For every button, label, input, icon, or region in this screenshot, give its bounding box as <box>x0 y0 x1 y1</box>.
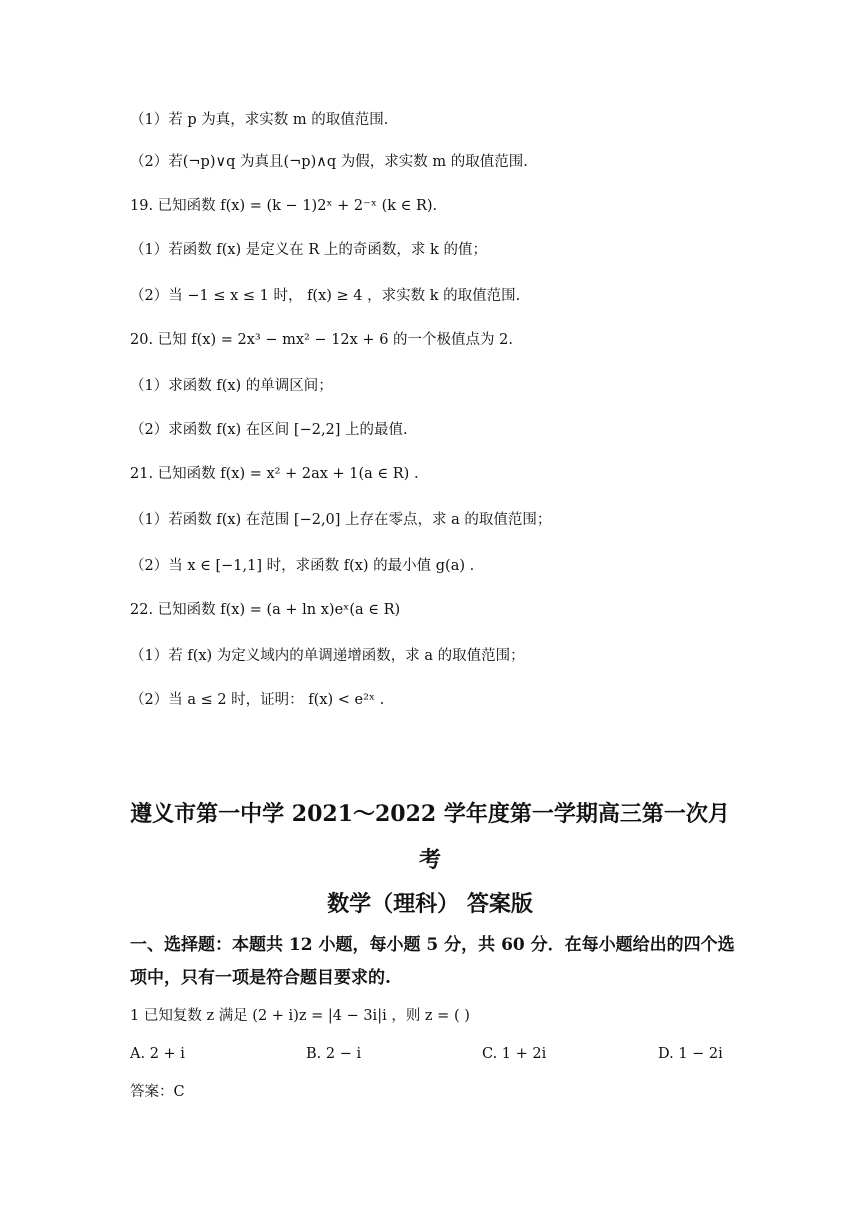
problem-22-stem: 22. 已知函数 f(x) = (a + ln x)eˣ(a ∈ R) <box>130 602 401 618</box>
problem-18-part-1: （1）若 p 为真，求实数 m 的取值范围. <box>130 112 389 128</box>
section-header-line-2: 项中，只有一项是符合题目要求的. <box>130 968 391 988</box>
problem-20-part-2: （2）求函数 f(x) 在区间 [−2,2] 上的最值. <box>130 422 408 438</box>
section-header-line-1: 一、选择题：本题共 12 小题，每小题 5 分，共 60 分．在每小题给出的四个选 <box>130 935 735 955</box>
problem-19-stem: 19. 已知函数 f(x) = (k − 1)2ˣ + 2⁻ˣ (k ∈ R). <box>130 198 438 214</box>
answer-text: 答案：C <box>130 1084 185 1100</box>
problem-20-stem: 20. 已知 f(x) = 2x³ − mx² − 12x + 6 的一个极值点为 2. <box>130 332 513 348</box>
problem-21-stem: 21. 已知函数 f(x) = x² + 2ax + 1(a ∈ R) . <box>130 466 419 482</box>
problem-19-part-2: （2）当 −1 ≤ x ≤ 1 时， f(x) ≥ 4 ，求实数 k 的取值范围. <box>130 288 521 304</box>
answer-subtitle: 数学（理科） 答案版 <box>327 891 533 917</box>
option-c: C. 1 + 2i <box>482 1046 547 1062</box>
option-b: B. 2 − i <box>306 1046 362 1062</box>
problem-19-part-1: （1）若函数 f(x) 是定义在 R 上的奇函数，求 k 的值； <box>130 242 487 258</box>
question-1: 1 已知复数 z 满足 (2 + i)z = |4 − 3i|i ，则 z = ( ) <box>130 1008 470 1024</box>
problem-21-part-2: （2）当 x ∈ [−1,1] 时，求函数 f(x) 的最小值 g(a) . <box>130 558 475 574</box>
problem-18-part-2: （2）若(¬p)∨q 为真且(¬p)∧q 为假，求实数 m 的取值范围. <box>130 154 528 170</box>
problem-20-part-1: （1）求函数 f(x) 的单调区间； <box>130 378 333 394</box>
option-a: A. 2 + i <box>130 1046 185 1062</box>
problem-21-part-1: （1）若函数 f(x) 在范围 [−2,0] 上存在零点，求 a 的取值范围； <box>130 512 552 528</box>
answer-title-line-2: 考 <box>418 847 441 873</box>
problem-22-part-2: （2）当 a ≤ 2 时，证明： f(x) < e²ˣ . <box>130 692 385 708</box>
problem-22-part-1: （1）若 f(x) 为定义域内的单调递增函数，求 a 的取值范围； <box>130 648 525 664</box>
option-d: D. 1 − 2i <box>658 1046 723 1062</box>
answer-title-line-1: 遵义市第一中学 2021～2022 学年度第一学期高三第一次月 <box>130 801 730 827</box>
